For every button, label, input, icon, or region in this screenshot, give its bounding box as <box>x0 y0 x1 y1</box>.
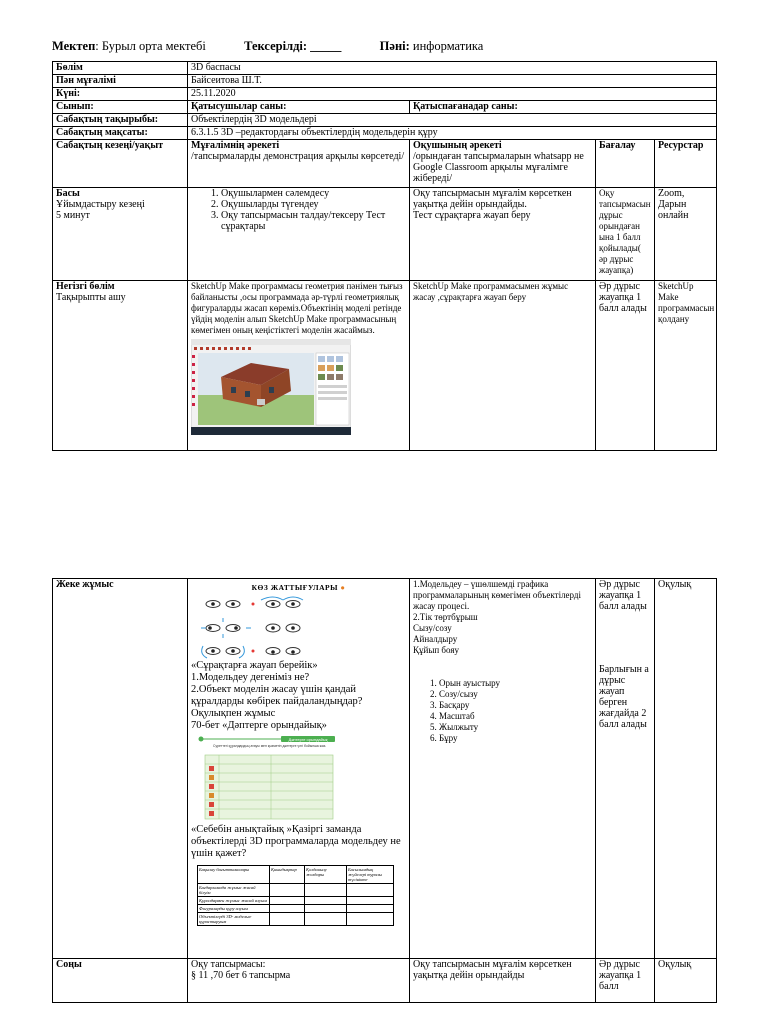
col-stage: Сабақтың кезеңі/уақыт <box>53 140 188 188</box>
why-table-cell: Бағдарламада жұмыс жасай білуім <box>198 884 270 897</box>
subject-label: Пәні: <box>379 39 410 53</box>
checked-label: Тексерілді: <box>244 39 308 53</box>
list-item: 1. Оқушылармен сәлемдесу <box>221 188 406 199</box>
start-student <box>410 188 596 281</box>
student-tool-list <box>413 678 592 744</box>
school-label: Мектеп <box>52 39 96 53</box>
section-value: 3D баспасы <box>188 62 717 75</box>
assessment-1: Әр дұрыс жауапқа 1 балл алады <box>599 579 647 612</box>
workbook-exercise-image <box>197 735 337 821</box>
main-resources: SketchUp Make программасын қолдану <box>655 281 717 451</box>
start-student-line2: Тест сұрақтарға жауап беру <box>413 210 531 221</box>
col-resources: Ресурстар <box>655 140 717 188</box>
row-teacher <box>53 75 717 88</box>
individual-student <box>410 579 596 959</box>
question-2: 2.Объект моделін жасау үшін қандай құралдарды көбірек пайдаландыңдар? <box>191 684 363 707</box>
absent-label: Қатыспағанадар саны: <box>410 101 717 114</box>
topic-value: Объектілердің 3D модельдері <box>188 114 717 127</box>
table-row <box>198 897 394 905</box>
why-table-cell: Объектілерді 3D- модельге құрастыруым <box>198 913 270 926</box>
start-teacher-list <box>191 188 406 232</box>
why-table-header-cell: Қолданылу жолдары <box>305 866 347 884</box>
textbook-work: Оқулықпен жұмыс <box>191 708 276 719</box>
present-label: Қатысушылар саны: <box>188 101 410 114</box>
main-title: Негізгі бөлім <box>56 281 115 292</box>
list-item: 3. Оқу тапсырмасын талдау/тексеру Тест сұрақтары <box>221 210 406 232</box>
start-time: 5 минут <box>56 210 90 221</box>
assessment-2: Барлығын а дұрыс жауап берген жағдайда 2 балл алады <box>599 664 649 730</box>
workbook-instruction: Суреттегі құралдардың атауы мен қызметін дәптерге үлгі бойынша жаз. <box>213 744 327 748</box>
list-item: 5. Жылжыту <box>439 722 592 733</box>
row-individual <box>53 579 717 959</box>
section-label: Бөлім <box>53 62 188 75</box>
individual-teacher <box>188 579 410 959</box>
start-assessment: Оқу тапсырмасын дұрыс орындаған ына 1 балл қойылады( әр дұрыс жауапқа) <box>596 188 655 281</box>
eye-exercise-illustration <box>195 594 305 660</box>
col-teacher-note: /тапсырмаларды демонстрация арқылы көрсетеді/ <box>191 151 405 162</box>
col-teacher <box>188 140 410 188</box>
start-title: Басы <box>56 188 80 199</box>
row-column-headers <box>53 140 717 188</box>
document-header <box>52 39 483 54</box>
row-start <box>53 188 717 281</box>
why-table-header-cell: Бақылау бағыттамалары <box>198 866 270 884</box>
student-tools-title: 2.Тік төртбұрыш <box>413 612 478 622</box>
row-main <box>53 281 717 451</box>
main-teacher-text: SketchUp Make программасы геометрия пәнімен тығыз байланысты ,осы программада әр-түрлі геометриялық фигураларды жасап көреміз.Объектінің моделі ретінде үйдің моделін алып SketchUp Make программасының көмегімен оның кеңістіктегі моделін жасаймыз. <box>191 281 403 335</box>
row-goal <box>53 127 717 140</box>
why-table <box>197 865 394 926</box>
checked-value: _____ <box>310 39 342 53</box>
row-class <box>53 101 717 114</box>
lesson-plan-table-2 <box>52 578 717 1003</box>
table-row <box>198 913 394 926</box>
why-table-cell: Құралдармен жұмыс жасай алуым <box>198 897 270 905</box>
individual-resources: Оқулық <box>655 579 717 959</box>
school-value: : Бурыл орта мектебі <box>95 39 206 53</box>
row-date <box>53 88 717 101</box>
page-task: 70-бет «Дәптерге орындайық» <box>191 720 327 731</box>
why-title: «Себебін анықтайық »Қазіргі заманда объектілерді 3D программаларда модельдеу не үшін қажет? <box>191 824 401 859</box>
col-assessment: Бағалау <box>596 140 655 188</box>
list-item: 6. Бұру <box>439 733 592 744</box>
table-row <box>198 905 394 913</box>
row-section <box>53 62 717 75</box>
end-student: Оқу тапсырмасын мұғалім көрсеткен уақытқа дейін орындайды <box>410 959 596 1003</box>
col-student-note: /орындаған тапсырмаларын whatsapp не Google Classroom арқылы мұғалімге жібереді/ <box>413 151 584 184</box>
individual-assessment <box>596 579 655 959</box>
end-resources: Оқулық <box>655 959 717 1003</box>
lesson-plan-table-1 <box>52 61 717 451</box>
end-teacher-line1: Оқу тапсырмасы: <box>191 959 266 970</box>
list-item: 4. Масштаб <box>439 711 592 722</box>
list-item: 2. Оқушыларды түгендеу <box>221 199 406 210</box>
student-tool: Айналдыру <box>413 634 458 644</box>
end-stage: Соңы <box>53 959 188 1003</box>
eye-exercise-title: КӨЗ ЖАТТЫҒУЛАРЫ ● <box>251 583 346 592</box>
main-student: SketchUp Make программасымен жұмыс жасау ,сұрақтарға жауап беру <box>410 281 596 451</box>
start-student-line1: Оқу тапсырмасын мұғалім көрсеткен уақытқа дейін орындайды. <box>413 188 572 210</box>
date-label: Күні: <box>53 88 188 101</box>
subject-value: информатика <box>412 39 484 53</box>
individual-stage: Жеке жұмыс <box>53 579 188 959</box>
question-1: 1.Модельдеу дегеніміз не? <box>191 672 310 683</box>
questions-title: «Сұрақтарға жауап берейік» <box>191 660 318 671</box>
why-table-cell: Фигураларды құру алуым <box>198 905 270 913</box>
col-student <box>410 140 596 188</box>
main-teacher <box>188 281 410 451</box>
end-teacher-line2: § 11 ,70 бет 6 тапсырма <box>191 970 291 981</box>
why-table-header-cell: Басылымдық жүйелері туралы түсінікте <box>347 866 394 884</box>
list-item: 2. Созу/сызу <box>439 689 592 700</box>
why-table-header-cell: Қиындықтар <box>270 866 305 884</box>
table-row <box>198 884 394 897</box>
class-label: Сынып: <box>53 101 188 114</box>
teacher-value: Байсеитова Ш.Т. <box>188 75 717 88</box>
end-assessment: Әр дұрыс жауапқа 1 балл <box>596 959 655 1003</box>
row-end <box>53 959 717 1003</box>
row-topic <box>53 114 717 127</box>
main-assessment: Әр дұрыс жауапқа 1 балл алады <box>596 281 655 451</box>
goal-label: Сабақтың мақсаты: <box>53 127 188 140</box>
student-intro: 1.Модельдеу – үшөлшемді графика программаларының көмегімен объектілерді жасау процесі. <box>413 579 582 611</box>
list-item: 3. Басқару <box>439 700 592 711</box>
goal-value: 6.3.1.5 3D –редактордағы объектілердің модельдерін құру <box>188 127 717 140</box>
main-stage <box>53 281 188 451</box>
sketchup-screenshot <box>191 339 351 435</box>
student-tool: Құйып бояу <box>413 645 459 655</box>
start-stage <box>53 188 188 281</box>
teacher-label: Пән мұғалімі <box>53 75 188 88</box>
start-sub: Ұйымдастыру кезеңі <box>56 199 145 210</box>
date-value: 25.11.2020 <box>188 88 717 101</box>
workbook-banner: Дәптерге орындайық <box>288 737 328 742</box>
start-teacher <box>188 188 410 281</box>
col-teacher-title: Мұғалімнің әрекеті <box>191 140 280 151</box>
student-tool: Сызу/созу <box>413 623 452 633</box>
col-student-title: Оқушының әрекеті <box>413 140 502 151</box>
start-resources: Zoom, Дарын онлайн <box>655 188 717 281</box>
topic-label: Сабақтың тақырыбы: <box>53 114 188 127</box>
main-sub: Тақырыпты ашу <box>56 292 126 303</box>
end-teacher <box>188 959 410 1003</box>
list-item: 1. Орын ауыстыру <box>439 678 592 689</box>
